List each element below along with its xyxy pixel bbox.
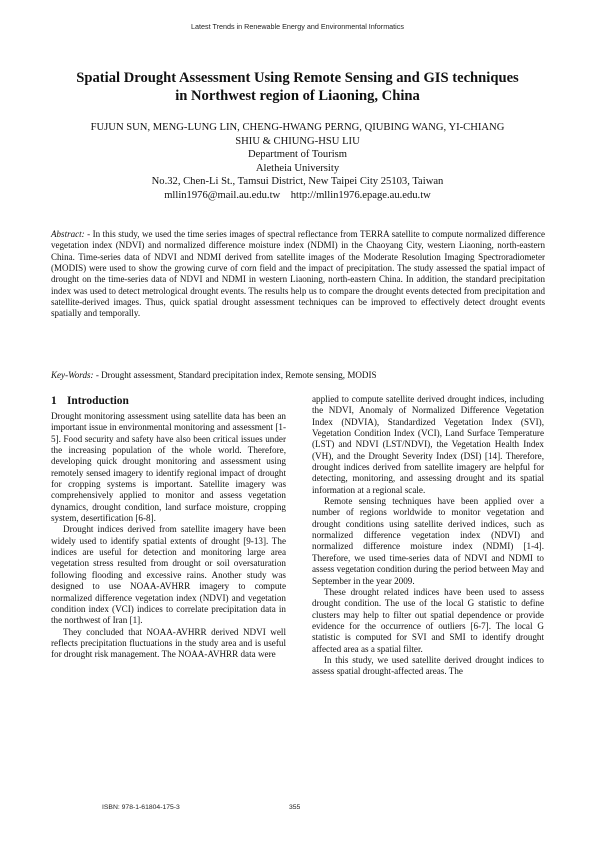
footer-isbn: ISBN: 978-1-61804-175-3 — [102, 804, 180, 811]
paragraph: In this study, we used satellite derived drought indices to assess spatial drought-affected areas. The — [312, 654, 544, 677]
university: Aletheia University — [255, 162, 340, 174]
address: No.32, Chen-Li St., Tamsui District, New Taipei City 25103, Taiwan — [151, 176, 444, 188]
right-column — [312, 394, 544, 678]
author-block — [55, 121, 540, 203]
section-number: 1 — [51, 395, 57, 407]
running-header: Latest Trends in Renewable Energy and Environmental Informatics — [191, 22, 404, 31]
paper-title — [40, 70, 555, 105]
section-title: Introduction — [67, 395, 129, 407]
paragraph: Drought monitoring assessment using satellite data has been an important issue in environmental monitoring and assessment [1-5]. Food security and safety have also been critical issues under the increasing population of the whole world. Therefore, developing quick drought monitoring and assessment using remotely sensed imagery to identify regional impact of drought for cropping systems is important. Satellite imagery was comprehensively applied to monitor and assess vegetation dynamics, drought condition, land surface moisture, cropping system, desertification [6-8]. — [51, 411, 286, 524]
department: Department of Tourism — [247, 149, 348, 161]
title-line-2: in Northwest region of Liaoning, China — [175, 87, 420, 104]
keywords-label: Key-Words: — [51, 370, 94, 380]
paragraph: These drought related indices have been used to assess drought condition. The use of the local G statistic to define clusters may help to filter out spatial dependence or provide evidence for the occurrence of outliers [6-7]. The local G statistic is computed for SVI and SMI to identify drought affected area as a spatial filter. — [312, 586, 544, 654]
paragraph: applied to compute satellite derived drought indices, including the NDVI, Anomaly of Normalized Difference Vegetation Index (NDVIA), Standardized Vegetation Index (SVI), Vegetation Condition Index (VCI), Land Surface Temperature (LST) and NDVI (LST/NDVI), the Vegetation Health Index (VH), and the Drought Severity Index (DSI) [14]. Therefore, drought indices derived from satellite imagery are helpful for detecting, monitoring, and assessing drought and its spatial information at a regional scale. — [312, 394, 544, 495]
paragraph: Remote sensing techniques have been applied over a number of regions worldwide to monitor vegetation and drought conditions using satellite derived indices, such as normalized difference vegetation index (NDVI) and normalized difference moisture index (NDMI) [1-4]. Therefore, we used time-series data of NDVI and NDMI to assess vegetation condition during the period between May and September in the year 2009. — [312, 496, 544, 586]
left-column — [51, 394, 286, 661]
abstract-label: Abstract: - — [51, 229, 91, 239]
keywords — [51, 370, 545, 381]
title-line-1: Spatial Drought Assessment Using Remote Sensing and GIS techniques — [76, 70, 519, 86]
abstract-text: In this study, we used the time series images of spectral reflectance from TERRA satellite to compute normalized difference vegetation index (NDVI) and normalized difference moisture index (NDMI) in the Chaoyang City, western Liaoning, north-eastern China. Time-series data of NDVI and NDMI derived from satellite images of the Moderate Resolution Imaging Spectroradiometer (MODIS) were used to show the growing curve of corn field and the impact of precipitation. The study assessed the spatial impact of drought on the time-series data of NDVI and NDMI in western Liaoning, north-eastern China. In addition, the standard precipitation index was used to detect metrological drought events. The results help us to compare the drought events detected from precipitation and satellite-derived images. Thus, quick spatial drought assessment techniques can be improved to effectively detect drought events spatially and temporally. — [51, 229, 546, 319]
paragraph: They concluded that NOAA-AVHRR derived NDVI well reflects precipitation fluctuations in the study area and is useful for drought risk management. The NOAA-AVHRR data were — [51, 626, 286, 660]
paragraph: Drought indices derived from satellite imagery have been widely used to identify spatial extents of drought [9-13]. The indices are useful for detection and monitoring large area vegetation stress resulted from drought or soil oversaturation following flooding and excessive rains. Another study was designed to use NOAA-AVHRR imagery to compute normalized difference vegetation index (NDVI) and vegetation condition index (VCI) indices to correlate precipitation data in the northwest of Iran [1]. — [51, 524, 286, 626]
authors-line-1: FUJUN SUN, MENG-LUNG LIN, CHENG-HWANG PERNG, QIUBING WANG, YI-CHIANG — [90, 122, 505, 133]
abstract — [51, 229, 545, 320]
section-heading — [51, 394, 286, 409]
contact: mllin1976@mail.au.edu.tw http://mllin1976.epage.au.edu.tw — [164, 189, 431, 201]
keywords-text: - Drought assessment, Standard precipitation index, Remote sensing, MODIS — [95, 370, 377, 380]
authors-line-2: SHIU & CHIUNG-HSU LIU — [235, 135, 360, 147]
page-number: 355 — [289, 804, 301, 811]
